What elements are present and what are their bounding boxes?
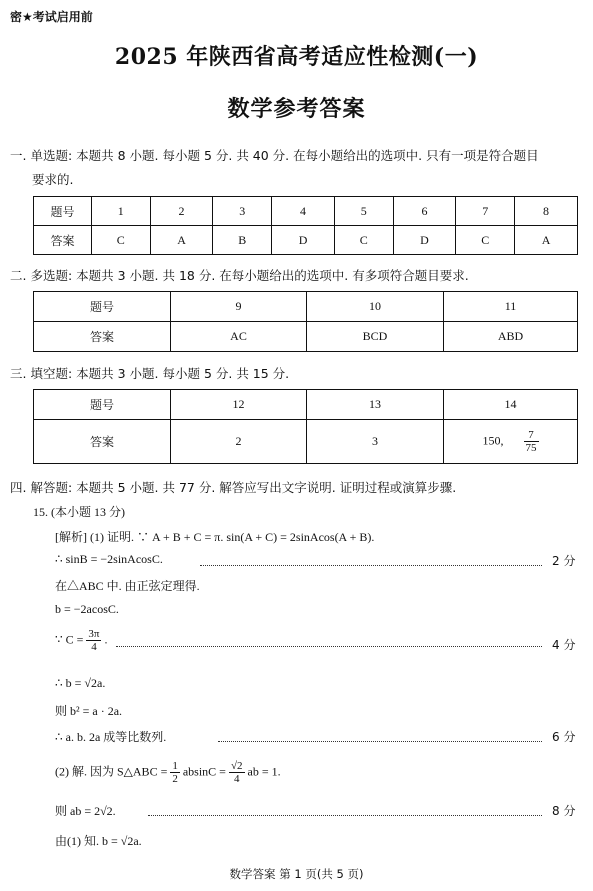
table-row [34, 226, 578, 255]
table-row [34, 420, 578, 464]
question-number: 12 [171, 390, 307, 420]
solution-line-10: 则 ab = 2√2. [55, 804, 116, 818]
score-leader-dots [116, 646, 542, 647]
line9-suffix: ab = 1. [247, 764, 281, 779]
score-mark: 4 分 [552, 638, 576, 652]
fraction-numerator: 3π [88, 628, 100, 640]
fraction-denominator: 4 [233, 773, 240, 785]
row-label-question: 题号 [34, 197, 92, 226]
answer-14-angle: 150, [482, 433, 504, 448]
row-label-question: 题号 [34, 292, 171, 322]
answer-cell: A [150, 226, 213, 255]
confidential-label: 密★考试启用前 [10, 10, 93, 24]
line5-prefix: ∵ C = [55, 632, 84, 647]
answer-cell: 3 [307, 420, 444, 464]
question-number: 3 [213, 197, 272, 226]
table-row [34, 390, 578, 420]
answer-cell: C [456, 226, 515, 255]
row-label-answer: 答案 [34, 420, 171, 464]
table-row [34, 292, 578, 322]
document-title: 2025 年陕西省高考适应性检测(一) [114, 44, 479, 70]
solution-line-2: ∴ sinB = −2sinAcosC. [55, 552, 163, 566]
line5-suffix: . [104, 632, 108, 647]
answer-cell: C [92, 226, 151, 255]
solution-line-7: 则 b² = a · 2a. [55, 704, 123, 718]
answer-14-fraction [524, 429, 539, 454]
section2-answer-table [33, 291, 578, 352]
solution-line-4: b = −2acosC. [55, 602, 119, 616]
answer-cell: ABD [444, 322, 578, 352]
solution-line-6: ∴ b = √2a. [55, 676, 106, 690]
line9-middle: absinC = [182, 764, 226, 779]
answer-cell: 2 [171, 420, 307, 464]
question-number: 11 [444, 292, 578, 322]
answer-cell: AC [171, 322, 307, 352]
solution-line-9 [55, 760, 281, 785]
question-15-label: 15. (本小题 13 分) [33, 505, 125, 519]
fraction-root2-over-four [229, 760, 245, 785]
score-mark: 2 分 [552, 554, 576, 568]
line9-prefix: (2) 解. 因为 S△ABC = [55, 764, 168, 779]
question-number: 6 [393, 197, 456, 226]
question-number: 9 [171, 292, 307, 322]
answer-cell: A [515, 226, 578, 255]
answer-cell: D [272, 226, 335, 255]
page-footer: 数学答案 第 1 页(共 5 页) [229, 867, 364, 881]
fraction-denominator: 75 [525, 442, 537, 454]
question-number: 4 [272, 197, 335, 226]
table-row [34, 322, 578, 352]
fraction-three-pi-over-four [86, 628, 101, 653]
fraction-numerator: 1 [172, 760, 178, 772]
row-label-question: 题号 [34, 390, 171, 420]
fraction-one-half [170, 760, 180, 785]
document-subtitle: 数学参考答案 [227, 97, 366, 122]
question-number: 5 [334, 197, 393, 226]
question-number: 1 [92, 197, 151, 226]
section3-heading: 三. 填空题: 本题共 3 小题. 每小题 5 分. 共 15 分. [10, 366, 290, 381]
table-row [34, 197, 578, 226]
question-number: 7 [456, 197, 515, 226]
answer-cell: BCD [307, 322, 444, 352]
question-number: 13 [307, 390, 444, 420]
score-mark: 6 分 [552, 730, 576, 744]
score-leader-dots [148, 815, 542, 816]
solution-line-1: [解析] (1) 证明. ∵ A + B + C = π. sin(A + C) = 2sinAcos(A + B). [55, 530, 375, 544]
answer-cell: C [334, 226, 393, 255]
score-leader-dots [200, 565, 542, 566]
answer-cell: B [213, 226, 272, 255]
section3-answer-table [33, 389, 578, 464]
solution-line-11: 由(1) 知. b = √2a. [55, 834, 142, 848]
section1-heading-cont: 要求的. [32, 172, 74, 187]
fraction-denominator: 2 [172, 773, 178, 785]
row-label-answer: 答案 [34, 226, 92, 255]
question-number: 2 [150, 197, 213, 226]
score-mark: 8 分 [552, 804, 576, 818]
fraction-numerator: 7 [524, 429, 539, 442]
question-number: 8 [515, 197, 578, 226]
question-number: 14 [444, 390, 578, 420]
fraction-numerator: √2 [230, 760, 243, 772]
answer-cell-14 [444, 420, 578, 464]
fraction-denominator: 4 [91, 641, 97, 653]
section1-answer-table [33, 196, 578, 255]
section4-heading: 四. 解答题: 本题共 5 小题. 共 77 分. 解答应写出文字说明. 证明过程或演算步骤. [10, 480, 457, 495]
solution-line-5 [55, 628, 107, 653]
section1-heading: 一. 单选题: 本题共 8 小题. 每小题 5 分. 共 40 分. 在每小题给出的选项中. 只有一项是符合题目 [10, 148, 539, 163]
solution-line-8: ∴ a. b. 2a 成等比数列. [55, 730, 167, 744]
section2-heading: 二. 多选题: 本题共 3 小题. 共 18 分. 在每小题给出的选项中. 有多项符合题目要求. [10, 268, 469, 283]
question-number: 10 [307, 292, 444, 322]
answer-cell: D [393, 226, 456, 255]
score-leader-dots [218, 741, 542, 742]
solution-line-3: 在△ABC 中. 由正弦定理得. [55, 579, 200, 593]
row-label-answer: 答案 [34, 322, 171, 352]
